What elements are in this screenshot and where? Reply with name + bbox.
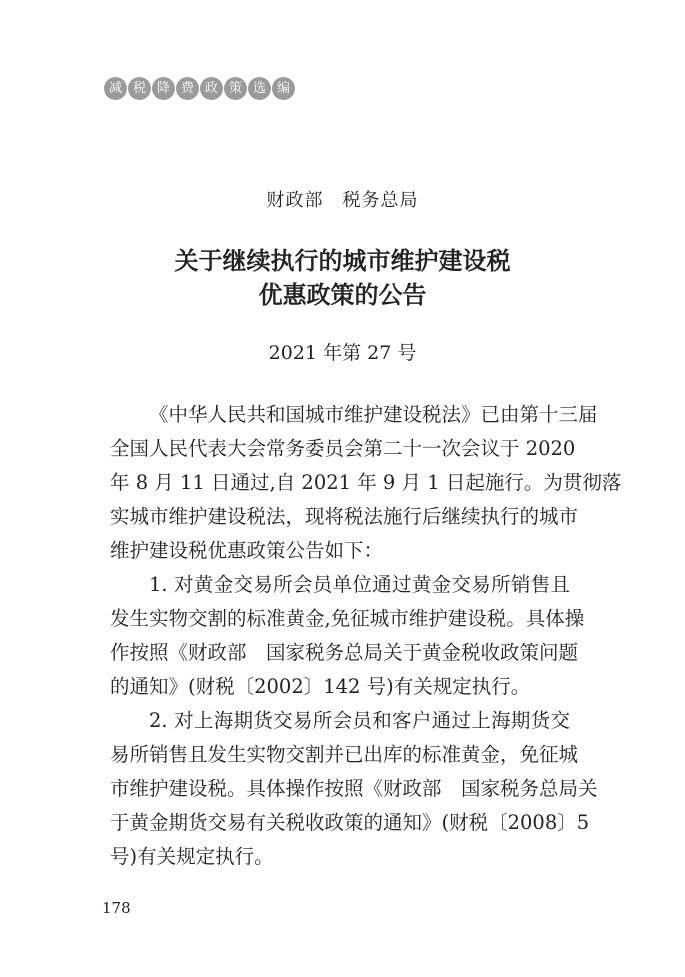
document-title [0, 244, 685, 312]
series-char: 选 [248, 77, 271, 100]
paragraph-line: 作按照《财政部 国家税务总局关于黄金税收政策问题 [110, 641, 579, 664]
page-number: 178 [102, 899, 131, 917]
document-number: 2021 年第 27 号 [268, 342, 417, 364]
series-char: 降 [152, 77, 175, 100]
paragraph-line: 《中华人民共和国城市维护建设税法》已由第十三届 [149, 403, 598, 426]
paragraph-line: 易所销售且发生实物交割并已出库的标准黄金，免征城 [110, 743, 579, 766]
paragraph-line: 号)有关规定执行。 [110, 845, 274, 868]
series-char: 税 [128, 77, 151, 100]
paragraph-line: 全国人民代表大会常务委员会第二十一次会议于 2020 [110, 437, 576, 460]
paragraph-line: 的通知》(财税〔2002〕142 号)有关规定执行。 [110, 675, 531, 698]
title-line: 优惠政策的公告 [258, 281, 427, 309]
paragraph-line: 2. 对上海期货交易所会员和客户通过上海期货交 [149, 709, 570, 732]
series-char: 编 [272, 77, 295, 100]
series-char: 减 [104, 77, 127, 100]
paragraph-line: 维护建设税优惠政策公告如下： [110, 539, 384, 562]
series-char: 策 [224, 77, 247, 100]
series-label [104, 77, 295, 100]
issuing-authority: 财政部 税务总局 [266, 190, 419, 211]
paragraph-line: 市维护建设税。具体操作按照《财政部 国家税务总局关 [110, 777, 598, 800]
paragraph-line: 于黄金期货交易有关税收政策的通知》(财税〔2008〕5 [110, 811, 590, 834]
paragraph-line: 实城市维护建设税法，现将税法施行后继续执行的城市 [110, 505, 579, 528]
title-line: 关于继续执行的城市维护建设税 [174, 247, 511, 275]
series-char: 费 [176, 77, 199, 100]
series-char: 政 [200, 77, 223, 100]
paragraph-line: 1. 对黄金交易所会员单位通过黄金交易所销售且 [149, 573, 570, 596]
paragraph-line: 发生实物交割的标准黄金,免征城市维护建设税。具体操 [110, 607, 585, 630]
paragraph-line: 年 8 月 11 日通过,自 2021 年 9 月 1 日起施行。为贯彻落 [110, 471, 622, 494]
document-body [110, 398, 622, 874]
